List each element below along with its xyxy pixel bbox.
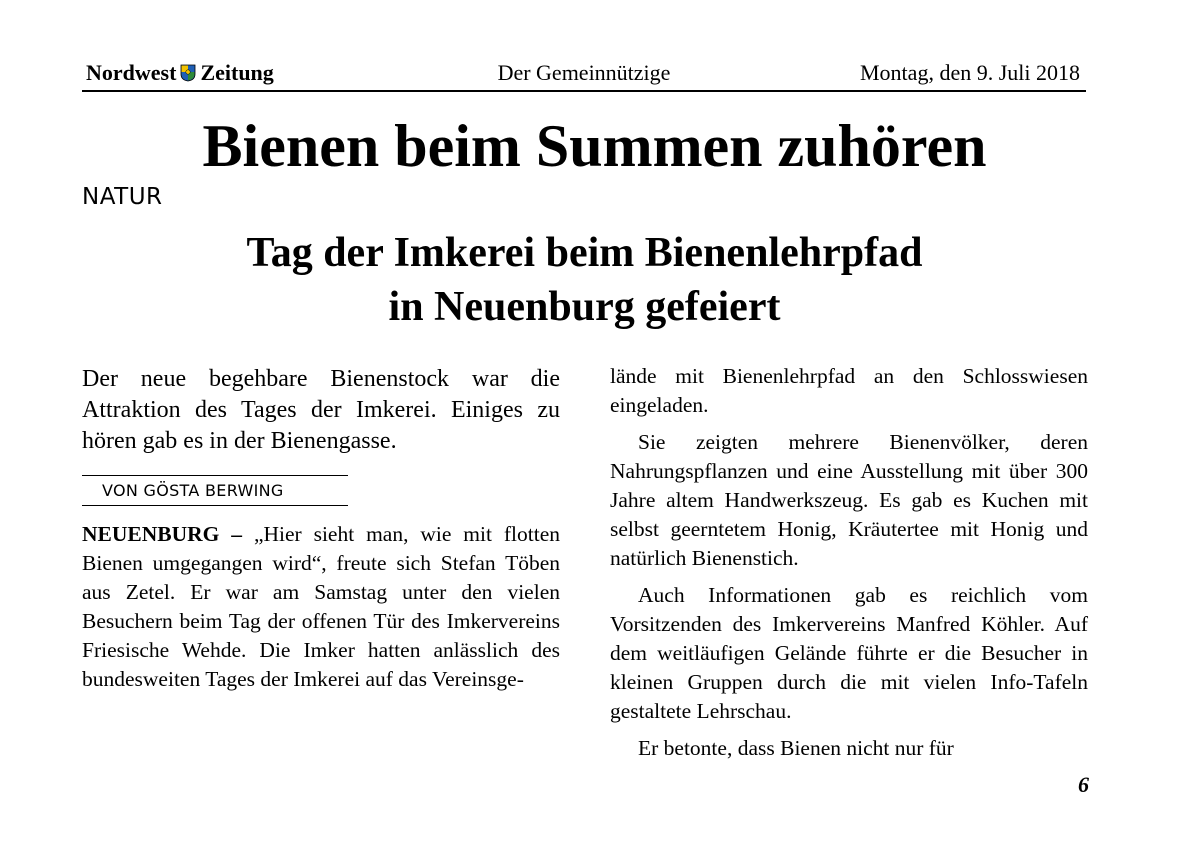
masthead-name-right: Zeitung <box>200 60 274 85</box>
body-paragraph: Er betonte, dass Bienen nicht nur für <box>638 736 954 760</box>
section-name: Der Gemeinnützige <box>497 60 671 85</box>
page-header <box>82 58 1086 92</box>
subheadline-line-1: Tag der Imkerei beim Bienenlehrpfad <box>246 230 923 276</box>
body-paragraph: Auch Informationen gab es reichlich vom Vorsitzenden des Imkervereins Manfred Köhler. Auf dem weitläufigen Gelände führte er die Besucher in kleinen Gruppen durch die mit vielen Info-Tafeln gestaltete Lehrschau. <box>610 583 1088 723</box>
article-dateline: NEUENBURG – <box>82 522 243 546</box>
paragraph-text: „Hier sieht man, wie mit flotten Bienen umgegangen wird“, freute sich Stefan Töben aus Zetel. Er war am Samstag unter den vielen Besuchern beim Tag der offenen Tür des Imkervereins Friesische Wehde. Die Imker hatten anlässlich des bundesweiten Tages der Imkerei auf das Vereinsge- <box>82 522 561 691</box>
author-byline: VON GÖSTA BERWING <box>82 475 348 506</box>
article-kicker: NATUR <box>82 184 163 210</box>
article-column-right <box>610 362 1088 763</box>
subheadline-line-2: in Neuenburg gefeiert <box>388 284 781 330</box>
article-teaser: Der neue begehbare Bienenstock war die Attraktion des Tages der Imkerei. Einiges zu hören gab es in der Bienengasse. <box>82 366 560 454</box>
article-column-left <box>82 364 560 694</box>
masthead-name-left: Nordwest <box>86 60 177 85</box>
body-paragraph: Sie zeigten mehrere Bienenvölker, deren Nahrungspflanzen und eine Ausstellung mit über 300 Jahre altem Handwerkszeug. Es gab es Kuchen mit selbst geerntetem Honig, Kräutertee mit Honig und natürlich Bienenstich. <box>610 430 1088 570</box>
article-subheadline <box>0 226 1169 334</box>
body-paragraph <box>82 520 560 694</box>
body-paragraph-continued: lände mit Bienenlehrpfad an den Schlosswiesen eingeladen. <box>610 364 1088 417</box>
article-headline: Bienen beim Summen zuhören <box>202 113 987 179</box>
page-number: 6 <box>1078 772 1089 797</box>
issue-date: Montag, den 9. Juli 2018 <box>860 60 1080 85</box>
